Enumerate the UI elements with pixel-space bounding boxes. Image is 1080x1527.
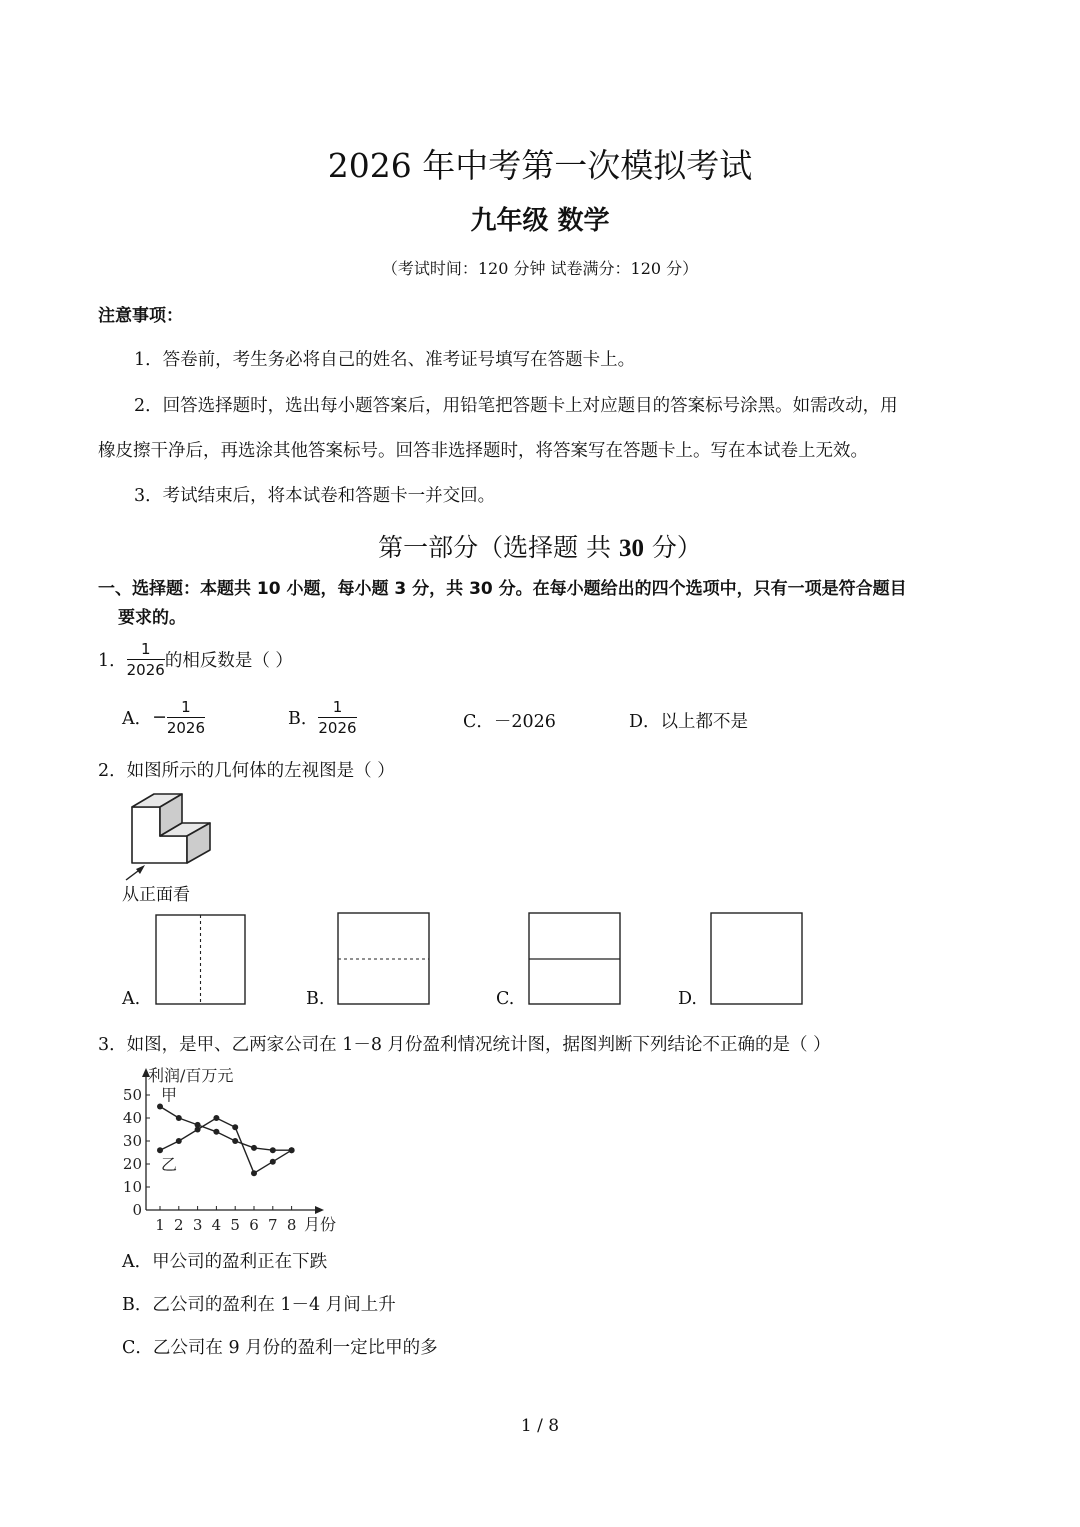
view-outline xyxy=(711,913,802,1004)
y-axis-label: 利润/百万元 xyxy=(148,1066,234,1085)
figure-caption: 从正面看 xyxy=(122,885,190,905)
y-tick-label: 30 xyxy=(122,1132,142,1150)
question-3-option-a: A．甲公司的盈利正在下跌 xyxy=(122,1252,328,1272)
data-point xyxy=(213,1129,219,1135)
question-3-option-b: B．乙公司的盈利在 1－4 月间上升 xyxy=(122,1295,396,1315)
notice-item-3: 3．考试结束后，将本试卷和答题卡一并交回。 xyxy=(134,486,496,506)
solid-figure xyxy=(118,790,228,885)
part-heading-score: 30 xyxy=(618,535,644,562)
option-a-sign: − xyxy=(152,707,167,728)
option-a-fraction xyxy=(167,698,205,737)
series-label: 甲 xyxy=(161,1085,178,1105)
question-3-option-c: C．乙公司在 9 月份的盈利一定比甲的多 xyxy=(122,1338,438,1358)
fraction-numerator: 1 xyxy=(127,640,165,660)
data-point xyxy=(251,1170,257,1176)
notice-item-2-line-1: 2．回答选择题时，选出每小题答案后，用铅笔把答题卡上对应题目的答案标号涂黑。如需改动，用 xyxy=(134,396,898,416)
question-1-number: 1． xyxy=(98,651,127,671)
series-label: 乙 xyxy=(161,1155,178,1175)
view-arrow-head xyxy=(136,865,145,874)
notice-heading: 注意事项： xyxy=(98,306,183,326)
data-point xyxy=(176,1115,182,1121)
question-1-option-d: D．以上都不是 xyxy=(629,712,749,732)
page-number: 1 / 8 xyxy=(520,1416,560,1436)
option-a-view xyxy=(155,914,247,1006)
part-heading-suffix: 分） xyxy=(643,533,702,562)
data-point xyxy=(270,1147,276,1153)
profit-line-chart xyxy=(110,1060,360,1240)
x-tick-label: 7 xyxy=(268,1216,278,1234)
data-point xyxy=(289,1147,295,1153)
fraction-numerator: 1 xyxy=(167,698,205,718)
option-c-view xyxy=(528,912,622,1006)
y-tick-label: 20 xyxy=(122,1155,142,1173)
data-point xyxy=(213,1115,219,1121)
x-tick-label: 2 xyxy=(174,1216,184,1234)
y-tick-label: 50 xyxy=(122,1086,142,1104)
question-1-option-a xyxy=(122,698,205,737)
part-heading xyxy=(0,528,1080,564)
x-tick-label: 1 xyxy=(155,1216,165,1234)
data-point xyxy=(251,1145,257,1151)
option-a-label: A． xyxy=(122,709,153,729)
y-tick-label: 0 xyxy=(132,1201,142,1219)
data-point xyxy=(270,1159,276,1165)
question-3-stem: 3．如图，是甲、乙两家公司在 1－8 月份盈利情况统计图，据图判断下列结论不正确的是（ ） xyxy=(98,1035,831,1055)
question-2-stem: 2．如图所示的几何体的左视图是（ ） xyxy=(98,761,395,781)
section-heading xyxy=(98,575,988,633)
data-point xyxy=(176,1138,182,1144)
question-2-option-b-label: B. xyxy=(306,989,325,1009)
exam-title: 2026 年中考第一次模拟考试 xyxy=(327,146,753,185)
notice-item-2-line-2: 橡皮擦干净后，再选涂其他答案标号。回答非选择题时，将答案写在答题卡上。写在本试卷上无效。 xyxy=(98,441,868,461)
notice-item-1: 1．答卷前，考生务必将自己的姓名、准考证号填写在答题卡上。 xyxy=(134,350,636,370)
exam-subtitle: 九年级 数学 xyxy=(470,206,610,236)
option-d-view xyxy=(710,912,804,1006)
x-axis-label: 月份 xyxy=(304,1215,337,1234)
option-b-fraction xyxy=(318,698,356,737)
x-tick-label: 4 xyxy=(211,1216,222,1234)
section-heading-line-2: 要求的。 xyxy=(118,608,186,628)
question-2-option-a-label: A. xyxy=(122,989,141,1009)
series-line-yi xyxy=(160,1118,292,1173)
exam-info: （考试时间：120 分钟 试卷满分：120 分） xyxy=(381,259,699,278)
data-point xyxy=(232,1138,238,1144)
x-tick-label: 3 xyxy=(192,1216,203,1234)
fraction-denominator: 2026 xyxy=(166,719,205,737)
question-1 xyxy=(98,640,293,679)
part-heading-prefix: 第一部分（选择题 共 xyxy=(378,533,619,562)
question-1-fraction xyxy=(127,640,165,679)
x-axis-arrow xyxy=(315,1206,324,1214)
option-b-label: B． xyxy=(288,709,319,729)
question-1-stem: 的相反数是（ ） xyxy=(164,651,293,671)
data-point xyxy=(232,1124,238,1130)
option-b-view xyxy=(337,912,431,1006)
question-1-option-c: C．－2026 xyxy=(463,712,556,732)
question-2-option-c-label: C. xyxy=(496,989,515,1009)
y-tick-label: 10 xyxy=(122,1178,142,1196)
fraction-numerator: 1 xyxy=(318,698,356,718)
x-tick-label: 5 xyxy=(230,1216,240,1234)
x-tick-label: 8 xyxy=(286,1216,297,1234)
section-heading-line-1: 一、选择题：本题共 10 小题，每小题 3 分，共 30 分。在每小题给出的四个选项中，只有一项是符合题目 xyxy=(98,579,907,599)
question-1-option-b xyxy=(288,698,357,737)
fraction-denominator: 2026 xyxy=(318,719,357,737)
fraction-denominator: 2026 xyxy=(126,661,165,679)
question-2-option-d-label: D. xyxy=(678,989,697,1009)
x-tick-label: 6 xyxy=(249,1216,259,1234)
data-point xyxy=(195,1127,201,1133)
y-tick-label: 40 xyxy=(122,1109,142,1127)
data-point xyxy=(157,1147,163,1153)
